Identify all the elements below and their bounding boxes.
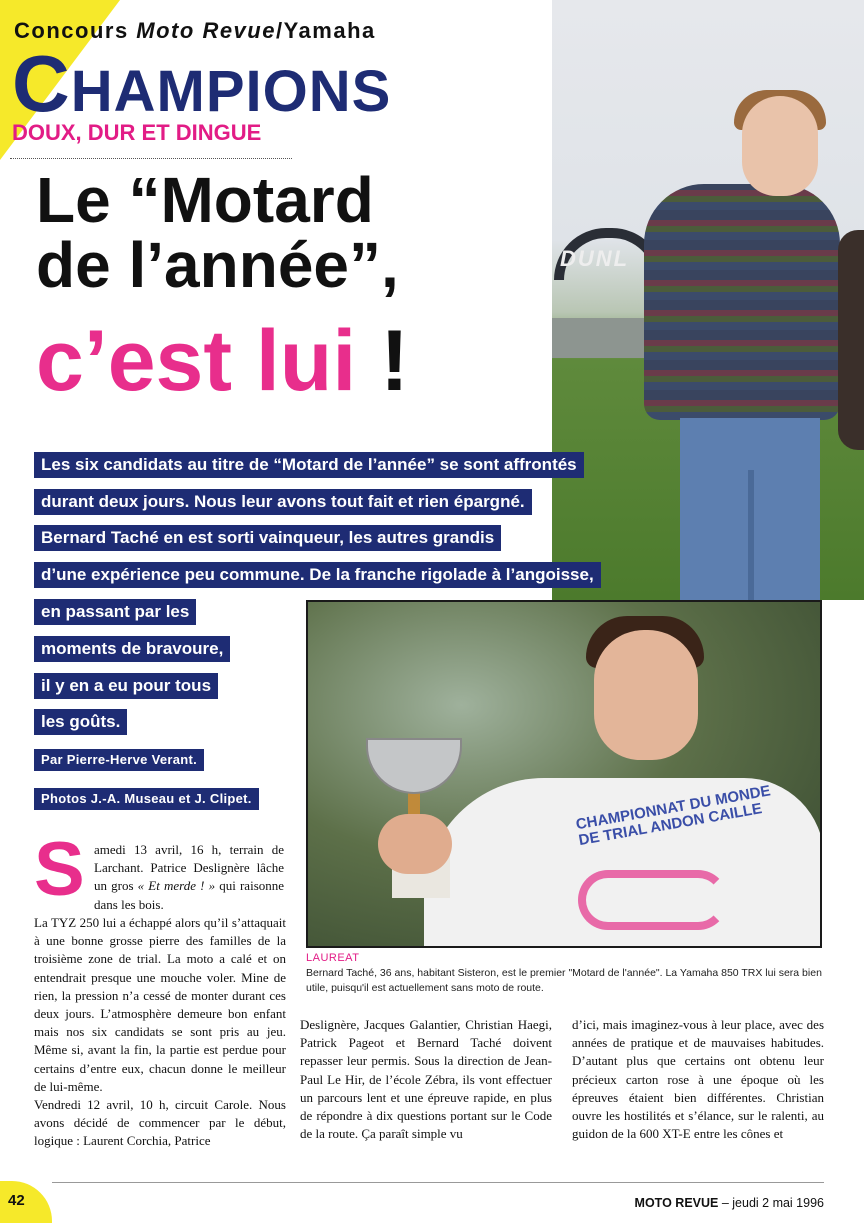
headline-line-2: de l’année”, (36, 229, 399, 302)
headline-line-1: Le “Motard (36, 164, 374, 236)
headline (36, 164, 399, 302)
kicker-prefix: Concours (14, 18, 137, 43)
intro-line: durant deux jours. Nous leur avons tout fait et rien épargné. (34, 489, 532, 515)
article-paragraph: Vendredi 12 avril, 10 h, circuit Carole. Nous avons décidé de commencer par le début, logique : Laurent Corchia, Patrice (34, 1097, 286, 1149)
intro-line: les goûts. (34, 709, 127, 735)
intro-line: il y en a eu pour tous (34, 673, 218, 699)
intro-line: Bernard Taché en est sorti vainqueur, les autres grandis (34, 525, 501, 551)
article-lead-text: amedi 13 avril, 16 h, terrain de Larchant. Patrice Deslignère lâche un gros (94, 842, 284, 894)
article-quote: « Et merde ! » (137, 878, 216, 894)
page-number: 42 (8, 1192, 25, 1209)
kicker-sponsor: /Yamaha (275, 18, 376, 43)
photo-caption: Bernard Taché, 36 ans, habitant Sisteron, est le premier "Motard de l'année". La Yamaha 850 TRX lui sera bien utile, puisqu'il est actuellement sans moto de route. (306, 967, 822, 995)
headline-line-3 (36, 313, 409, 409)
author-byline: Par Pierre-Herve Verant. (34, 749, 204, 771)
article-paragraph: La TYZ 250 lui a échappé alors qu’il s’attaquait à une bonne grosse pierre des familles de la troisième zone de trial. La moto a calé et on entendrait presque une mouche voler. Mine de rien, la pression n’a cessé de monter durant ces deux jours. L’atmosphère demeure bon enfant mais nos six candidats se sont pris au jeu. Même si, avant la fin, la partie est perdue pour certains d’entre eux, chacun donne le meilleur de lui-même. (34, 915, 286, 1094)
section-title-rest: HAMPIONS (70, 59, 392, 124)
article-lead (94, 841, 284, 914)
article-column-3: d’ici, mais imaginez-vous à leur place, avec des années de pratique et de mauvaises habitudes. D’autant plus que certains ont obtenu leur précieux carton rose à une époque où les épreuves étaient bien différentes. Christian ouvre les hostilités et s’élance, sur le ralenti, au guidon de la 600 XT-E entre les cônes et (572, 1017, 824, 1142)
section-title (12, 39, 392, 128)
photo-hand (378, 814, 452, 874)
footer-date: – jeudi 2 mai 1996 (718, 1196, 824, 1210)
section-subtitle: DOUX, DUR ET DINGUE (12, 120, 262, 145)
photo-credit: Photos J.-A. Museau et J. Clipet. (34, 788, 259, 810)
photo-face (594, 630, 698, 760)
headline-emphasis: c’est lui (36, 313, 357, 409)
footer-magazine: MOTO REVUE (634, 1196, 719, 1210)
photo-trophy-cup (366, 738, 462, 794)
intro-line: Les six candidats au titre de “Motard de l’année” se sont affrontés (34, 452, 584, 478)
photo-shirt-print (578, 870, 728, 930)
photo-sweater (644, 184, 840, 420)
article-column-2: Deslignère, Jacques Galantier, Christian Haegi, Patrick Pageot et Bernard Taché doivent repasser leur permis. Sous la direction de Jean-Paul Le Hir, de l’école Zébra, ils vont effectuer un parcours lent et une épreuve rapide, en plus de répondre à dix questions portant sur le Code de la route. Ça paraît simple vu (300, 1017, 552, 1142)
photo-shirt-text: CHAMPIONNAT DU MONDE DE TRIAL ANDON CAILLE (574, 782, 772, 849)
footer-issue (635, 1196, 824, 1210)
photo-jeans-gap (748, 470, 754, 600)
intro-line: moments de bravoure, (34, 636, 230, 662)
headline-exclamation: ! (380, 313, 409, 409)
caption-heading: LAUREAT (306, 952, 360, 964)
footer-divider (52, 1182, 824, 1183)
photo-winner-trophy (306, 600, 822, 948)
article-column-1 (34, 914, 286, 1151)
intro-line: en passant par les (34, 599, 196, 625)
photo-side-figure (838, 230, 864, 450)
drop-cap: S (34, 827, 85, 912)
photo-face (742, 96, 818, 196)
intro-line: d’une expérience peu commune. De la franche rigolade à l’angoisse, (34, 562, 601, 588)
kicker-magazine: Moto Revue (136, 18, 276, 43)
photo-winner-standing (552, 0, 864, 600)
header-divider (10, 158, 292, 159)
photo-banner-text: DUNL (560, 246, 630, 271)
article-lead-text-2: qui raisonne dans les bois. (94, 878, 285, 912)
section-title-initial: C (12, 39, 71, 128)
